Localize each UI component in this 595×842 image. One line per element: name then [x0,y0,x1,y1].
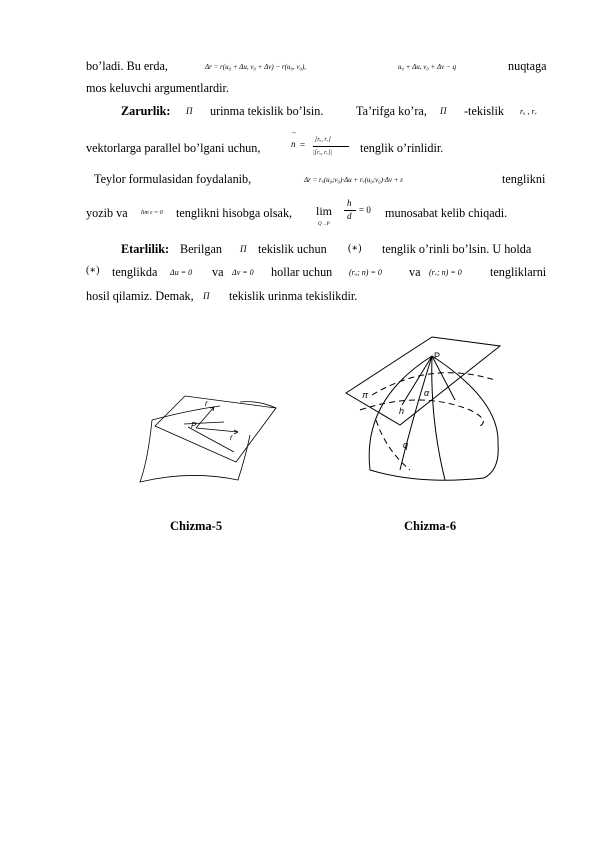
text-line: va [409,265,421,279]
text-line: yozib va [86,206,128,220]
vector-line [184,422,224,424]
formula-lim-rhs: = 0 [359,205,371,215]
formula-ru-rv: rᵤ , rᵥ [520,107,537,116]
text-line: hosil qilamiz. Demak, [86,289,194,303]
text-line: munosabat kelib chiqadi. [385,206,508,220]
formula-h: h [347,198,352,208]
meridian [400,356,432,470]
formula-pi: Π [440,106,447,116]
text-line: -tekislik [464,104,504,118]
text-line: hollar uchun [271,265,333,279]
formula-n-vec: n [291,139,296,149]
formula-star: (∗) [86,265,100,276]
figure-label-h: h [399,406,405,416]
formula-du0: Δu = 0 [170,268,193,277]
etarlilik-label: Etarlilik: [121,242,170,256]
tangent-plane [346,337,500,425]
segment [402,356,432,405]
figure-label-r: r [230,433,233,442]
surface-shape [140,420,250,482]
figure-label-pi: π [362,390,369,400]
text-line: bo’ladi. Bu erda, [86,59,168,73]
formula-star: (∗) [348,243,362,254]
formula-limit [315,198,385,228]
text-line: tekislik urinma tekislikdir. [229,289,358,303]
surface-edge [240,402,276,408]
arrowhead [234,430,238,434]
formula-lim: lim [316,204,333,218]
text-line: tengliklarni [490,265,547,279]
formula-dv0: Δv = 0 [232,268,254,277]
formula-d: d [347,211,352,221]
text-line: tenglikni [502,172,546,186]
formula-pi: Π [240,244,247,254]
vector-arrow [196,407,214,428]
fraction-bar [313,146,349,147]
formula-pi: Π [203,291,210,301]
formula-rvn: (rᵥ; n) = 0 [429,268,462,277]
figure-label-q: q [403,440,409,450]
text-line: tenglik o’rinli bo’lsin. U holda [382,242,532,256]
formula-delta-r: Δr = r(u₀ + Δu, v₀ + Δv) − r(u₀, v₀), [205,63,307,71]
vector-arrow [196,428,238,432]
figure-label-r: r [205,399,208,408]
formula-taylor: Δr = rᵤ(u₀;v₀)·Δu + rᵥ(u₀;v₀)·Δv + ε [304,176,403,184]
meridian [432,356,445,480]
surface-edge [152,406,220,420]
text-line: Berilgan [180,242,222,256]
formula-point-q: u₀ + Δu, v₀ + Δv − q [398,63,456,71]
formula-n: → n = [rᵤ, rᵥ] |[rᵤ, rᵥ]| [289,128,353,164]
zarurlik-label: Zarurlik: [121,104,171,118]
text-line: tenglikda [112,265,158,279]
segment [432,356,455,400]
figure-label-p: P [434,351,441,361]
dashed-curve [360,400,483,426]
dashed-curve [376,420,410,470]
formula-pi: Π [186,106,193,116]
figure-label-alpha: α [424,388,430,398]
formula-run: (rᵤ; n) = 0 [349,268,382,277]
formula-lim-sub: Q→P [318,222,330,227]
text-line: va [212,265,224,279]
formula-lim-eps: lim ε = 0 [141,210,163,216]
dashed-curve [372,373,495,395]
caption-chizma-6: Chizma-6 [404,519,457,533]
text-line: urinma tekislik bo’lsin. [210,104,324,118]
dome-base [370,470,484,480]
text-line: tenglikni hisobga olsak, [176,206,293,220]
text-line: vektorlarga parallel bo’lgani uchun, [86,141,261,155]
figure-label-p: P [191,421,197,430]
caption-chizma-5: Chizma-5 [170,519,223,533]
arrowhead [210,407,214,411]
dome-surface [369,356,498,478]
tangent-plane [155,396,276,462]
text-line: Ta’rifga ko’ra, [356,104,427,118]
text-line: tenglik o’rinlidir. [360,141,444,155]
vector-line [188,427,234,452]
text-line: Teylor formulasidan foydalanib, [94,172,252,186]
formula-n-denominator: |[rᵤ, rᵥ]| [313,150,333,156]
text-line: mos keluvchi argumentlardir. [86,81,229,95]
text-line: nuqtaga [508,59,547,73]
formula-n-numerator: [rᵤ, rᵥ] [315,137,331,143]
text-line: tekislik uchun [258,242,327,256]
